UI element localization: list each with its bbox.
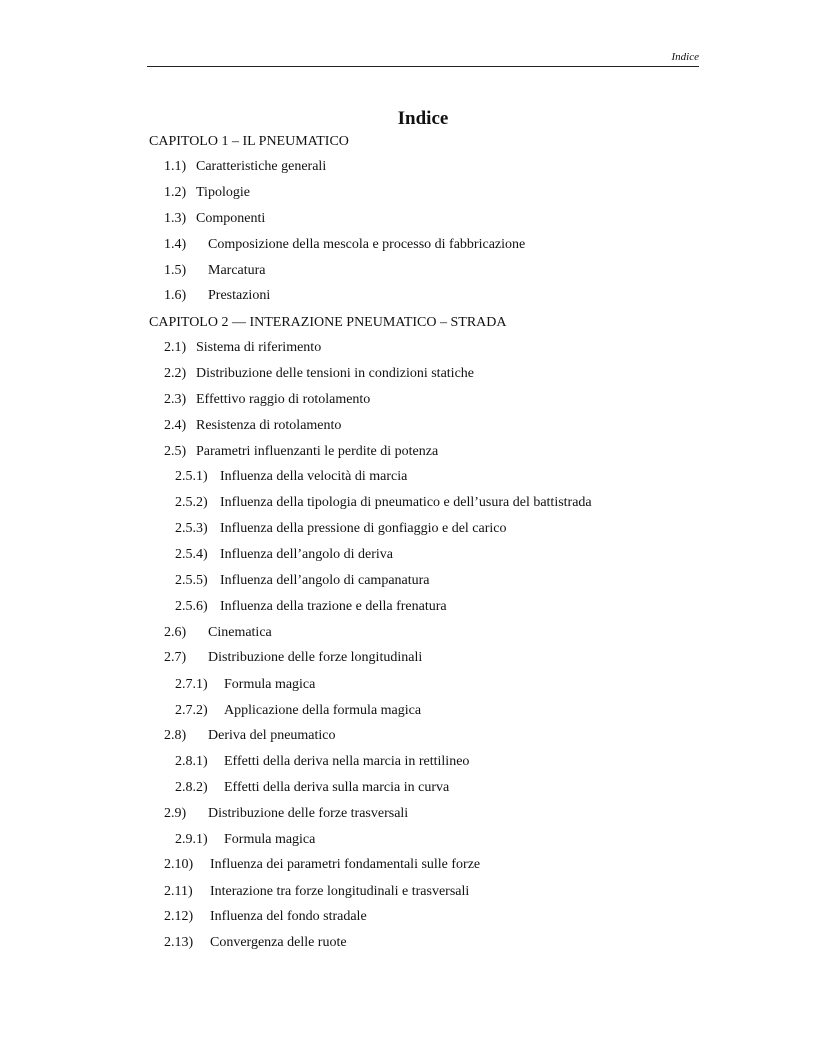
toc-entry bbox=[164, 210, 265, 228]
toc-entry-number: 2.6) bbox=[164, 625, 187, 640]
toc-subentry bbox=[175, 520, 507, 538]
toc-entry-text: Effettivo raggio di rotolamento bbox=[196, 392, 371, 407]
toc-subentry bbox=[175, 572, 430, 590]
toc-entry-number: 1.4) bbox=[164, 237, 187, 252]
toc-entry-number: 1.3) bbox=[164, 211, 187, 226]
toc-entry-number: 2.5.3) bbox=[175, 521, 208, 536]
toc-entry-number: 2.9) bbox=[164, 806, 187, 821]
toc-subentry bbox=[175, 546, 393, 564]
header-rule bbox=[147, 66, 699, 67]
toc-entry bbox=[164, 908, 367, 926]
toc-entry-number: 2.9.1) bbox=[175, 832, 208, 847]
toc-entry-number: 2.7.2) bbox=[175, 703, 208, 718]
toc-entry-text: Influenza della velocità di marcia bbox=[220, 469, 408, 484]
toc-subentry bbox=[175, 753, 469, 771]
toc-entry-text: Prestazioni bbox=[208, 288, 271, 303]
toc-entry bbox=[164, 184, 250, 202]
toc-subentry bbox=[175, 831, 315, 849]
toc-chapter-2 bbox=[149, 314, 507, 332]
toc-entry-number: 2.5.6) bbox=[175, 599, 208, 614]
toc-entry-text: Effetti della deriva sulla marcia in curva bbox=[224, 780, 450, 795]
toc-entry-text: Influenza dell’angolo di deriva bbox=[220, 547, 393, 562]
toc-entry bbox=[164, 443, 438, 461]
toc-entry-text: Composizione della mescola e processo di fabbricazione bbox=[208, 237, 526, 252]
toc-entry bbox=[164, 624, 272, 642]
toc-entry-number: 1.5) bbox=[164, 263, 187, 278]
toc-subentry bbox=[175, 468, 407, 486]
toc-entry-number: 2.8) bbox=[164, 728, 187, 743]
page-title: Indice bbox=[397, 108, 449, 129]
toc-subentry bbox=[175, 598, 447, 616]
toc-entry-text: Effetti della deriva nella marcia in rettilineo bbox=[224, 754, 470, 769]
toc-entry-text: Cinematica bbox=[208, 625, 272, 640]
toc-subentry bbox=[175, 702, 421, 720]
toc-entry-text: CAPITOLO 2 — INTERAZIONE PNEUMATICO – STRADA bbox=[149, 315, 507, 330]
toc-entry-number: 2.5.2) bbox=[175, 495, 208, 510]
toc-entry-text: Influenza dei parametri fondamentali sulle forze bbox=[210, 857, 481, 872]
toc-entry-number: 2.2) bbox=[164, 366, 187, 381]
toc-entry bbox=[164, 339, 321, 357]
toc-entry-text: Influenza della tipologia di pneumatico e dell’usura del battistrada bbox=[220, 495, 592, 510]
toc-entry-number: 2.5) bbox=[164, 444, 187, 459]
toc-entry-text: Distribuzione delle forze trasversali bbox=[208, 806, 409, 821]
toc-entry bbox=[164, 883, 469, 901]
toc-subentry bbox=[175, 494, 592, 512]
toc-entry-number: 2.8.1) bbox=[175, 754, 208, 769]
toc-entry bbox=[164, 417, 341, 435]
toc-entry-text: Distribuzione delle tensioni in condizioni statiche bbox=[196, 366, 474, 381]
toc-entry-number: 2.8.2) bbox=[175, 780, 208, 795]
toc-entry-text: Distribuzione delle forze longitudinali bbox=[208, 650, 423, 665]
toc-entry-text: Componenti bbox=[196, 211, 266, 226]
toc-entry-number: 1.6) bbox=[164, 288, 187, 303]
toc-entry-text: Formula magica bbox=[224, 677, 316, 692]
toc-entry-text: Marcatura bbox=[208, 263, 266, 278]
toc-entry-text: Influenza della pressione di gonfiaggio e del carico bbox=[220, 521, 507, 536]
toc-entry-text: Applicazione della formula magica bbox=[224, 703, 422, 718]
toc-subentry bbox=[175, 779, 449, 797]
toc-entry bbox=[164, 805, 408, 823]
toc-entry-text: Parametri influenzanti le perdite di potenza bbox=[196, 444, 439, 459]
toc-entry-text: Deriva del pneumatico bbox=[208, 728, 336, 743]
toc-entry bbox=[164, 391, 370, 409]
toc-entry bbox=[164, 287, 270, 305]
toc-subentry bbox=[175, 676, 315, 694]
toc-entry-text: Interazione tra forze longitudinali e trasversali bbox=[210, 884, 470, 899]
toc-entry bbox=[164, 365, 474, 383]
toc-entry-text: Formula magica bbox=[224, 832, 316, 847]
toc-entry-text: Tipologie bbox=[196, 185, 250, 200]
toc-entry-text: CAPITOLO 1 – IL PNEUMATICO bbox=[149, 134, 349, 149]
toc-entry bbox=[164, 236, 525, 254]
toc-entry-number: 1.1) bbox=[164, 159, 187, 174]
running-head: Indice bbox=[671, 51, 699, 63]
toc-entry-text: Resistenza di rotolamento bbox=[196, 418, 342, 433]
toc-entry-number: 2.5.1) bbox=[175, 469, 208, 484]
toc-entry bbox=[164, 934, 347, 952]
toc-entry-number: 2.4) bbox=[164, 418, 187, 433]
toc-entry bbox=[164, 649, 422, 667]
toc-entry bbox=[164, 727, 336, 745]
toc-entry-number: 2.10) bbox=[164, 857, 194, 872]
toc-entry-number: 2.7) bbox=[164, 650, 187, 665]
toc-entry-text: Influenza della trazione e della frenatura bbox=[220, 599, 447, 614]
toc-entry-number: 2.3) bbox=[164, 392, 187, 407]
toc-entry-number: 2.7.1) bbox=[175, 677, 208, 692]
toc-entry-text: Caratteristiche generali bbox=[196, 159, 327, 174]
toc-entry-text: Influenza dell’angolo di campanatura bbox=[220, 573, 430, 588]
toc-entry-number: 2.12) bbox=[164, 909, 194, 924]
toc-entry bbox=[164, 856, 480, 874]
toc-entry-number: 2.1) bbox=[164, 340, 187, 355]
toc-entry bbox=[164, 262, 266, 280]
toc-entry-number: 1.2) bbox=[164, 185, 187, 200]
toc-entry-text: Convergenza delle ruote bbox=[210, 935, 347, 950]
toc-entry-number: 2.5.5) bbox=[175, 573, 208, 588]
toc-entry-number: 2.13) bbox=[164, 935, 194, 950]
toc-entry-text: Influenza del fondo stradale bbox=[210, 909, 367, 924]
toc-entry-text: Sistema di riferimento bbox=[196, 340, 322, 355]
toc-chapter-1 bbox=[149, 133, 349, 151]
toc-entry-number: 2.5.4) bbox=[175, 547, 208, 562]
toc-entry bbox=[164, 158, 326, 176]
toc-entry-number: 2.11) bbox=[164, 884, 193, 899]
